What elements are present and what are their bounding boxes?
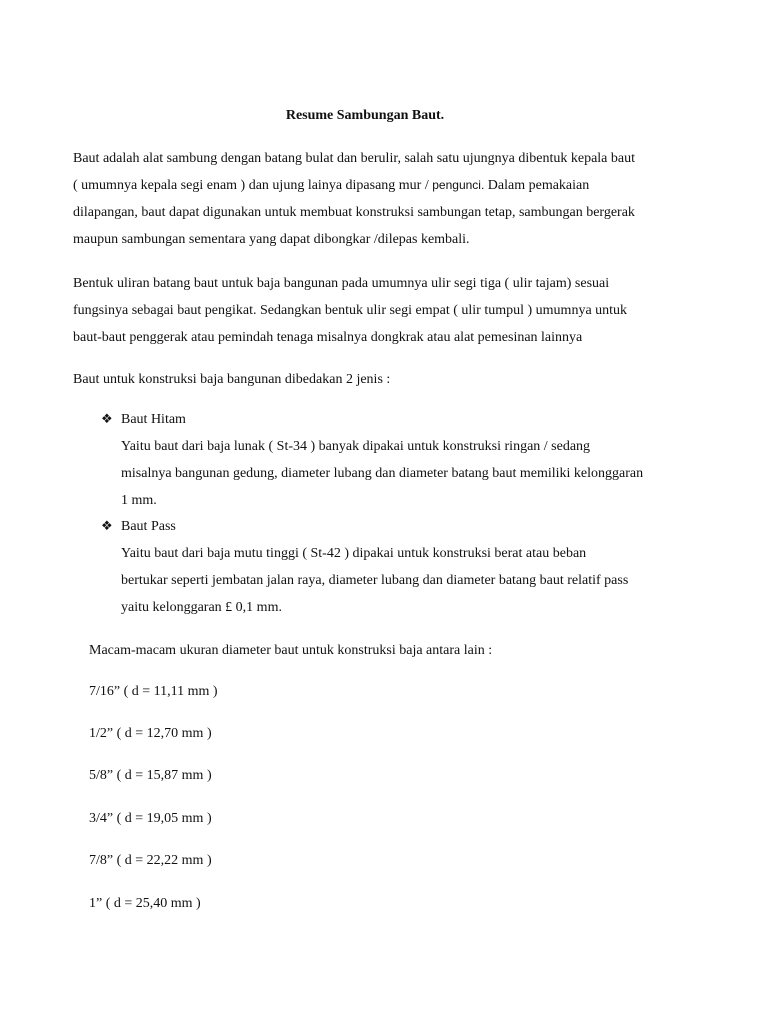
document-title: Resume Sambungan Baut.	[285, 108, 445, 123]
list-item-size: 1” ( d = 25,40 mm )	[89, 896, 201, 911]
bullet-description	[121, 433, 701, 514]
text-line: Yaitu baut dari baja mutu tinggi ( St-42 ) dipakai untuk konstruksi berat atau beban	[121, 546, 587, 561]
text-line: Yaitu baut dari baja lunak ( St-34 ) banyak dipakai untuk konstruksi ringan / sedang	[121, 439, 591, 454]
list-item-size: 1/2” ( d = 12,70 mm )	[89, 726, 212, 741]
bullet-description	[121, 540, 701, 621]
text-span: pengunci.	[432, 178, 485, 192]
bullet-label: Baut Pass	[121, 519, 176, 534]
text-line: 1 mm.	[121, 493, 157, 508]
text-line	[73, 172, 693, 199]
text-line: Macam-macam ukuran diameter baut untuk konstruksi baja antara lain :	[89, 643, 493, 658]
paragraph-bolt-types-intro	[73, 366, 693, 393]
text-line: Baut adalah alat sambung dengan batang bulat dan berulir, salah satu ujungnya dibentuk kepala baut	[73, 151, 635, 166]
text-line: baut-baut penggerak atau pemindah tenaga misalnya dongkrak atau alat pemesinan lainnya	[73, 330, 583, 345]
text-line: dilapangan, baut dapat digunakan untuk membuat konstruksi sambungan tetap, sambungan bergerak	[73, 205, 635, 220]
text-line: yaitu kelonggaran £ 0,1 mm.	[121, 600, 282, 615]
list-item-size: 7/16” ( d = 11,11 mm )	[89, 684, 218, 699]
text-line: Bentuk uliran batang baut untuk baja bangunan pada umumnya ulir segi tiga ( ulir tajam) sesuai	[73, 276, 610, 291]
diamond-bullet-icon: ❖	[101, 412, 113, 427]
paragraph-definition	[73, 145, 693, 253]
list-item-size: 5/8” ( d = 15,87 mm )	[89, 768, 212, 783]
text-line: fungsinya sebagai baut pengikat. Sedangkan bentuk ulir segi empat ( ulir tumpul ) umumnya untuk	[73, 303, 628, 318]
list-item-size: 7/8” ( d = 22,22 mm )	[89, 853, 212, 868]
text-span: ( umumnya kepala segi enam ) dan ujung lainya dipasang mur /	[73, 178, 433, 193]
bullet-label: Baut Hitam	[121, 412, 186, 427]
diamond-bullet-icon: ❖	[101, 519, 113, 534]
text-span: Dalam pemakaian	[484, 178, 590, 193]
text-line: misalnya bangunan gedung, diameter lubang dan diameter batang baut memiliki kelonggaran	[121, 466, 644, 481]
paragraph-sizes-intro	[89, 637, 709, 664]
text-line: maupun sambungan sementara yang dapat dibongkar /dilepas kembali.	[73, 232, 470, 247]
list-item-baut-pass	[101, 513, 176, 540]
list-item-baut-hitam	[101, 406, 186, 433]
text-line: bertukar seperti jembatan jalan raya, diameter lubang dan diameter batang baut relatif pass	[121, 573, 629, 588]
list-item-size: 3/4” ( d = 19,05 mm )	[89, 811, 212, 826]
paragraph-thread-shape	[73, 270, 693, 351]
text-line: Baut untuk konstruksi baja bangunan dibedakan 2 jenis :	[73, 372, 391, 387]
